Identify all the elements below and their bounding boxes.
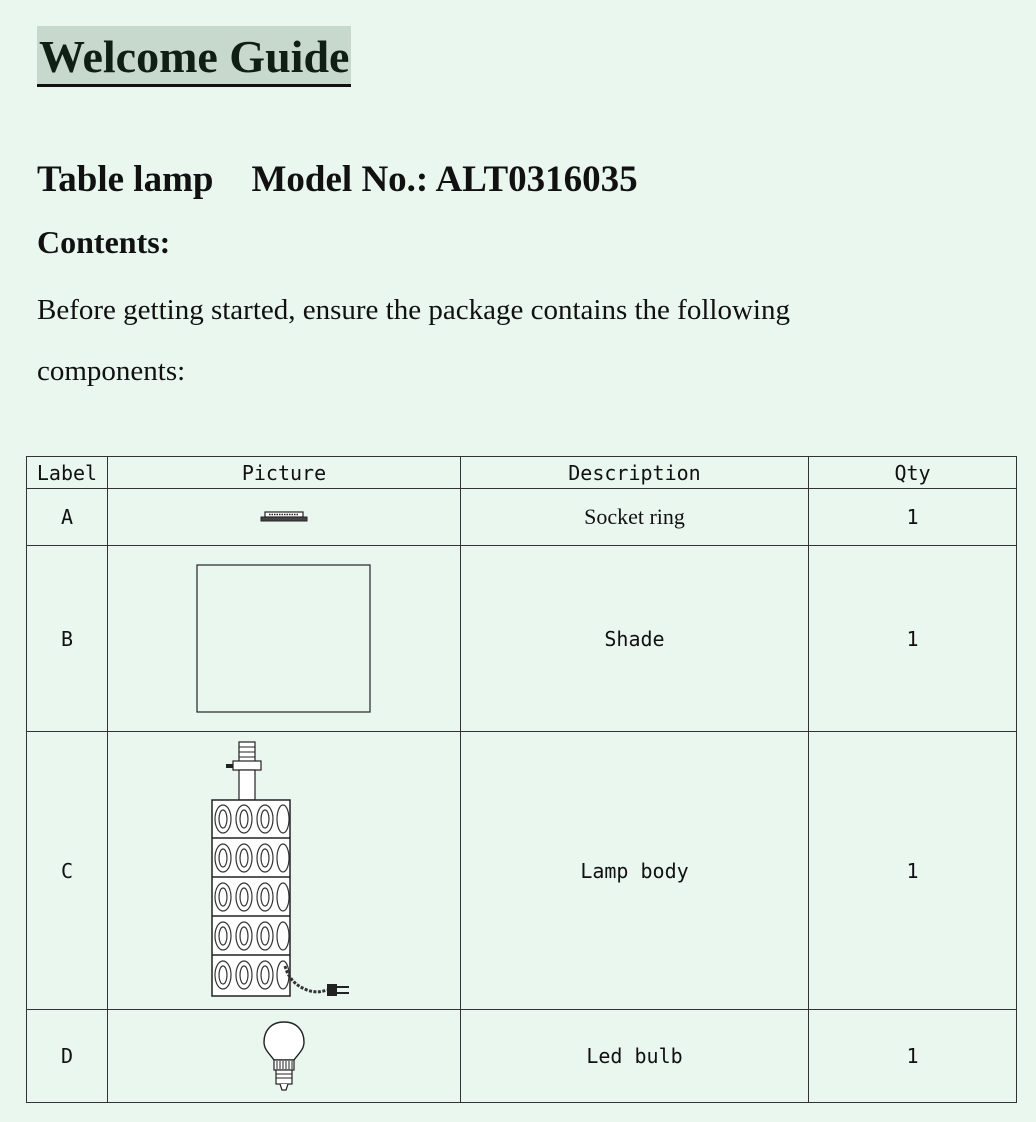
header-qty: Qty (809, 457, 1017, 489)
row-description: Socket ring (461, 489, 809, 546)
table-header-row (27, 457, 1017, 489)
header-label: Label (27, 457, 108, 489)
model-number: Model No.: ALT0316035 (251, 159, 638, 200)
contents-heading: Contents: (37, 224, 171, 260)
row-description: Shade (461, 546, 809, 732)
row-qty: 1 (809, 546, 1017, 732)
row-description: Led bulb (461, 1010, 809, 1103)
led-bulb-icon (262, 1020, 306, 1092)
row-label: D (27, 1010, 108, 1103)
row-picture (108, 489, 461, 546)
lamp-body-icon (209, 740, 359, 1002)
row-picture (108, 732, 461, 1010)
row-qty: 1 (809, 732, 1017, 1010)
row-qty: 1 (809, 489, 1017, 546)
row-qty: 1 (809, 1010, 1017, 1103)
row-label: B (27, 546, 108, 732)
table-row (27, 732, 1017, 1010)
socket-ring-icon (259, 510, 309, 524)
row-label: C (27, 732, 108, 1010)
header-description: Description (461, 457, 809, 489)
row-label: A (27, 489, 108, 546)
product-name: Table lamp (37, 159, 214, 200)
page-title: Welcome Guide (37, 26, 351, 87)
intro-text: Before getting started, ensure the package contains the following components: (37, 294, 790, 387)
components-table (26, 456, 1017, 1103)
header-picture: Picture (108, 457, 461, 489)
row-description: Lamp body (461, 732, 809, 1010)
shade-icon (196, 564, 372, 714)
row-picture (108, 1010, 461, 1103)
row-picture (108, 546, 461, 732)
table-row (27, 546, 1017, 732)
product-line (37, 157, 638, 203)
table-row (27, 1010, 1017, 1103)
table-row (27, 489, 1017, 546)
